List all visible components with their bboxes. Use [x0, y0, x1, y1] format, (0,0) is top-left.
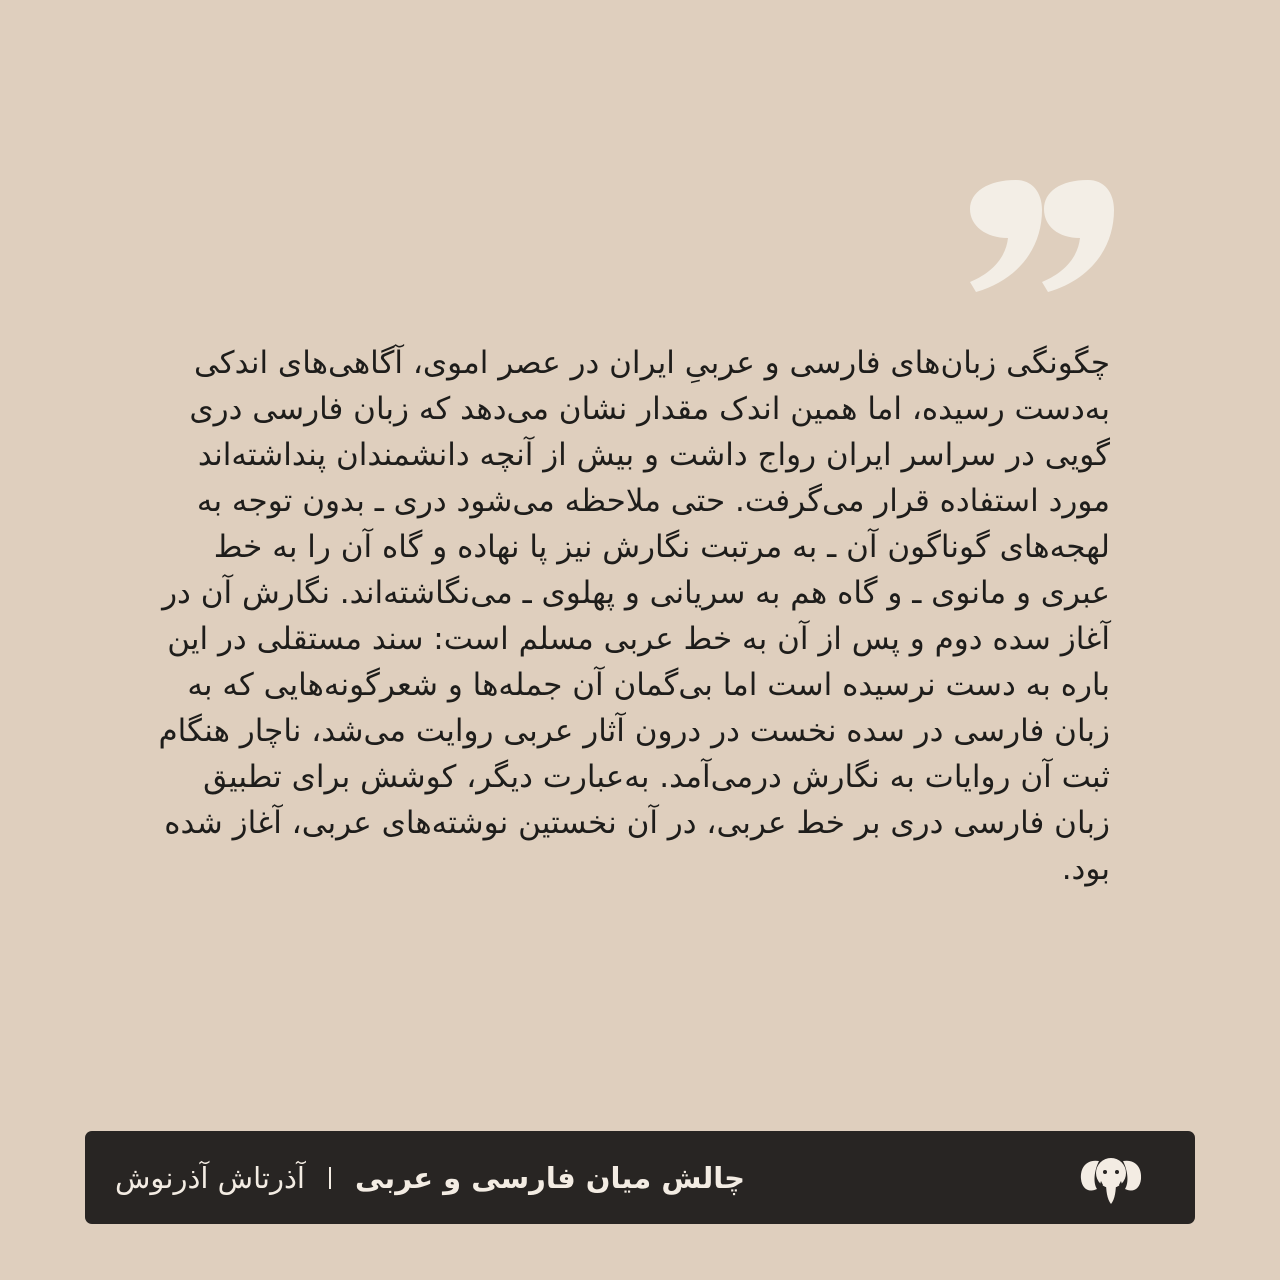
separator	[329, 1167, 331, 1189]
book-title: چالش میان فارسی و عربی	[354, 1160, 745, 1195]
footer-bar	[85, 1131, 1195, 1224]
quotation-mark-icon	[960, 180, 1116, 296]
quote-text: چگونگی زبان‌های فارسی و عربیِ ایران در عصر اموی، آگاهی‌های اندکی به‌دست رسیده، اما همین اندک مقدار نشان می‌دهد که زبان فارسی دری گویی در سراسر ایران رواج داشت و بیش از آنچه دانشمندان پنداشته‌اند مورد استفاده قرار می‌گرفت. حتی ملاحظه می‌شود دری ـ بدون توجه به لهجه‌های گوناگون آن ـ به مرتبت نگارش نیز پا نهاده و گاه آن را به خط عبری و مانوی ـ و گاه هم به سریانی و پهلوی ـ می‌نگاشته‌اند. نگارش آن در آغاز سده دوم و پس از آن به خط عربی مسلم است: سند مستقلی در این باره به دست نرسیده است اما بی‌گمان آن جمله‌ها و شعرگونه‌هایی که به زبان فارسی در سده نخست در درون آثار عربی روایت می‌شد، ناچار هنگام ثبت آن روایات به نگارش درمی‌آمد. به‌عبارت دیگر، کوشش برای تطبیق زبان فارسی دری بر خط عربی، در آن نخستین نوشته‌های عربی، آغاز شده بود.	[158, 345, 1110, 887]
author-name: آذرتاش آذرنوش	[115, 1160, 305, 1195]
elephant-icon	[1079, 1151, 1143, 1205]
book-credit	[85, 1131, 745, 1224]
